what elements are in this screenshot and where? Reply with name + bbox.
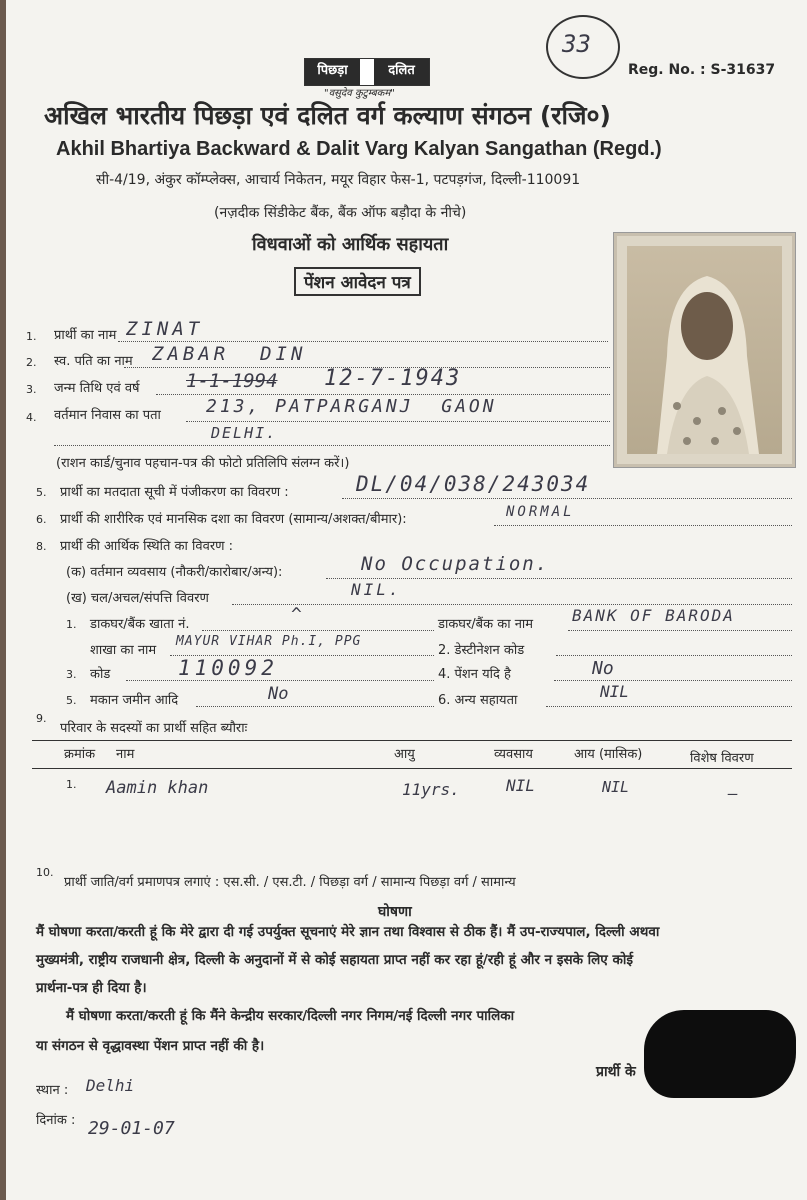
date-value[interactable]: 29-01-07 bbox=[88, 1118, 175, 1139]
table-top-rule bbox=[32, 740, 792, 741]
applicant-name-line bbox=[118, 341, 608, 342]
field-9-number: 9. bbox=[36, 712, 47, 725]
page-number: 33 bbox=[562, 30, 591, 58]
motto: "वसुदेव कुटुम्बकम" bbox=[324, 88, 395, 99]
field-8-number: 8. bbox=[36, 540, 47, 553]
husband-name-value[interactable]: ZABAR DIN bbox=[152, 343, 307, 365]
caste-certificate-label: प्रार्थी जाति/वर्ग प्रमाणपत्र लगाएं : एस.सी. / एस.टी. / पिछड़ा वर्ग / सामान्य पिछड़ा वर्ग / सामान्य bbox=[64, 875, 516, 890]
declaration-para1-line3: प्रार्थना-पत्र ही दिया है। bbox=[36, 980, 147, 996]
dob-value[interactable]: 12-7-1943 bbox=[324, 366, 462, 391]
address-value-line1[interactable]: 213, PATPARGANJ GAON bbox=[206, 396, 497, 417]
org-address: सी-4/19, अंकुर कॉम्प्लेक्स, आचार्य निकेतन, मयूर विहार फेस-1, पटपड़गंज, दिल्ली-110091 bbox=[96, 172, 581, 188]
form-page bbox=[6, 0, 807, 1200]
dob-line bbox=[156, 394, 610, 395]
declaration-para2-line2: या संगठन से वृद्धावस्था पेंशन प्राप्त नहीं की है। bbox=[36, 1038, 265, 1054]
applicant-name-label: प्रार्थी का नाम bbox=[54, 328, 117, 343]
redacted-signature bbox=[644, 1010, 796, 1098]
bank-name-value[interactable]: BANK OF BARODA bbox=[572, 606, 735, 625]
address-value-line2[interactable]: DELHI. bbox=[211, 424, 278, 442]
bank-account-label: डाकघर/बैंक खाता नं. bbox=[90, 617, 190, 632]
condition-label: प्रार्थी की शारीरिक एवं मानसिक दशा का विवरण (सामान्य/अशक्त/बीमार): bbox=[60, 512, 407, 527]
row-income[interactable]: NIL bbox=[602, 778, 630, 796]
org-title-english: Akhil Bhartiya Backward & Dalit Varg Kalyan Sangathan (Regd.) bbox=[56, 138, 662, 160]
declaration-para2-line1: मैं घोषणा करता/करती हूं कि मैंने केन्द्रीय सरकार/दिल्ली नगर निगम/नई दिल्ली नगर पालिका bbox=[66, 1008, 515, 1024]
reg-number: Reg. No. : S-31637 bbox=[628, 62, 776, 78]
logo-left-text: पिछड़ा bbox=[305, 59, 360, 85]
handshake-icon bbox=[360, 59, 374, 85]
occupation-line bbox=[326, 578, 792, 579]
bank-account-line bbox=[202, 630, 434, 631]
bank-acc-number: 1. bbox=[66, 618, 77, 631]
dob-label: जन्म तिथि एवं वर्ष bbox=[54, 381, 140, 396]
family-label: परिवार के सदस्यों का प्रार्थी सहित ब्यौराः bbox=[60, 721, 248, 736]
logo-right-text: दलित bbox=[374, 59, 429, 85]
destination-code-line bbox=[556, 655, 792, 656]
code-line bbox=[126, 680, 434, 681]
other-aid-line bbox=[546, 706, 792, 707]
declaration-para1-line2: मुख्यमंत्री, राष्ट्रीय राजधानी क्षेत्र, दिल्ली के अनुदानों में से कोई सहायता प्राप्त नहीं कर रहा हूं/रही हूं और न इसके लिए कोई bbox=[36, 952, 633, 968]
property-line bbox=[232, 604, 792, 605]
organization-logo bbox=[304, 58, 430, 86]
row-name[interactable]: Aamin khan bbox=[106, 778, 209, 798]
economic-status-label: प्रार्थी की आर्थिक स्थिति का विवरण : bbox=[60, 539, 234, 554]
husband-name-label: स्व. पति का नाम bbox=[54, 354, 133, 369]
house-number: 5. bbox=[66, 694, 77, 707]
field-1-number: 1. bbox=[26, 330, 37, 343]
property-value[interactable]: NIL. bbox=[351, 580, 402, 599]
code-label: कोड bbox=[90, 667, 111, 682]
row-age[interactable]: 11yrs. bbox=[402, 780, 460, 799]
col-header-age: आयु bbox=[394, 747, 415, 762]
declaration-title: घोषणा bbox=[378, 904, 412, 920]
pension-label: 4. पेंशन यदि है bbox=[438, 667, 511, 682]
code-number: 3. bbox=[66, 668, 77, 681]
ration-card-note: (राशन कार्ड/चुनाव पहचान-पत्र की फोटो प्रतिलिपि संलग्न करें।) bbox=[56, 456, 350, 471]
pension-value[interactable]: No bbox=[592, 658, 614, 679]
bank-name-line bbox=[568, 630, 792, 631]
house-label: मकान जमीन आदि bbox=[90, 693, 179, 708]
col-header-remarks: विशेष विवरण bbox=[690, 751, 754, 766]
voter-id-value[interactable]: DL/04/038/243034 bbox=[356, 472, 591, 496]
scheme-title: विधवाओं को आर्थिक सहायता bbox=[252, 234, 449, 255]
branch-value[interactable]: MAYUR VIHAR Ph.I, PPG bbox=[176, 634, 362, 649]
pension-line bbox=[554, 680, 792, 681]
col-header-income: आय (मासिक) bbox=[574, 747, 643, 762]
col-header-sno: क्रमांक bbox=[64, 747, 96, 762]
field-6-number: 6. bbox=[36, 513, 47, 526]
field-10-number: 10. bbox=[36, 866, 54, 879]
place-value[interactable]: Delhi bbox=[86, 1076, 135, 1095]
condition-value[interactable]: NORMAL bbox=[506, 504, 575, 520]
address-line-2 bbox=[54, 445, 610, 446]
condition-line bbox=[494, 525, 792, 526]
field-4-number: 4. bbox=[26, 411, 37, 424]
col-header-occupation: व्यवसाय bbox=[494, 747, 533, 762]
address-label: वर्तमान निवास का पता bbox=[54, 408, 161, 423]
destination-code-label: 2. डेस्टीनेशन कोड bbox=[438, 643, 525, 658]
dob-struck-value: 1-1-1994 bbox=[186, 370, 278, 392]
applicant-photo bbox=[614, 233, 795, 467]
address-line-1 bbox=[186, 421, 610, 422]
house-line bbox=[196, 706, 434, 707]
table-header-rule bbox=[32, 768, 792, 769]
field-5-number: 5. bbox=[36, 486, 47, 499]
occupation-label: (क) वर्तमान व्यवसाय (नौकरी/कारोबार/अन्य): bbox=[66, 565, 283, 580]
row-sno: 1. bbox=[66, 778, 77, 791]
applicant-signature-label: प्रार्थी के bbox=[596, 1064, 636, 1080]
occupation-value[interactable]: No Occupation. bbox=[361, 553, 550, 575]
place-label: स्थान : bbox=[36, 1083, 69, 1098]
field-2-number: 2. bbox=[26, 356, 37, 369]
row-occupation[interactable]: NIL bbox=[506, 776, 535, 795]
bank-name-label: डाकघर/बैंक का नाम bbox=[438, 617, 534, 632]
row-remarks[interactable]: — bbox=[728, 784, 738, 803]
bank-account-value[interactable]: ^ bbox=[291, 604, 302, 625]
house-value[interactable]: No bbox=[268, 684, 289, 704]
applicant-name-value[interactable]: ZINAT bbox=[126, 318, 204, 340]
other-aid-value[interactable]: NIL bbox=[600, 682, 629, 701]
org-title-hindi: अखिल भारतीय पिछड़ा एवं दलित वर्ग कल्याण संगठन (रजि०) bbox=[44, 101, 611, 130]
col-header-name: नाम bbox=[116, 747, 135, 762]
org-landmark: (नज़दीक सिंडीकेट बैंक, बैंक ऑफ बड़ौदा के नीचे) bbox=[214, 205, 467, 221]
declaration-para1-line1: मैं घोषणा करता/करती हूं कि मेरे द्वारा दी गई उपर्युक्त सूचनाएं मेरे ज्ञान तथा विश्वास से ठीक हैं। मैं उप-राज्यपाल, दिल्ली अथवा bbox=[36, 924, 660, 940]
form-title: पेंशन आवेदन पत्र bbox=[294, 267, 421, 296]
property-label: (ख) चल/अचल/संपत्ति विवरण bbox=[66, 591, 209, 606]
date-label: दिनांक : bbox=[36, 1113, 76, 1128]
voter-line bbox=[342, 498, 792, 499]
code-value[interactable]: 110092 bbox=[178, 656, 278, 680]
voter-label: प्रार्थी का मतदाता सूची में पंजीकरण का विवरण : bbox=[60, 485, 289, 500]
other-aid-label: 6. अन्य सहायता bbox=[438, 693, 518, 708]
branch-label: शाखा का नाम bbox=[90, 643, 157, 658]
field-3-number: 3. bbox=[26, 383, 37, 396]
